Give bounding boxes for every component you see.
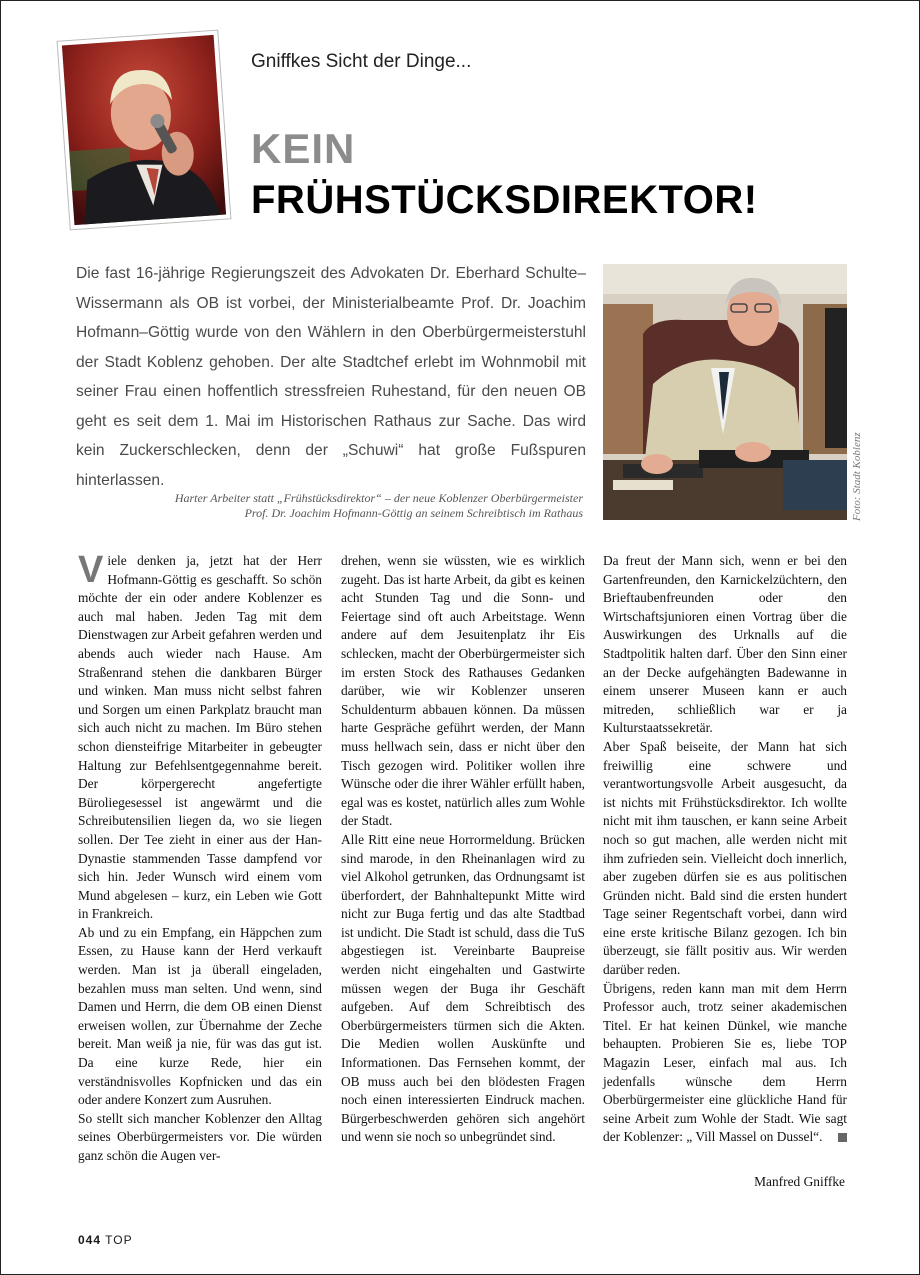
office-photo-illustration	[603, 264, 847, 520]
page-number: 044	[78, 1233, 102, 1247]
office-photo	[603, 264, 847, 520]
author-byline: Manfred Gniffke	[754, 1174, 845, 1189]
paragraph: Da freut der Mann sich, wenn er bei den Gartenfreunden, den Karnickelzüchtern, den Brieftaubenfreunden oder den Wirtschaftsjunioren einen Vortrag über die Auswirkungen des Urknalls auf die Stadtpolitik halten darf. Über den Sinn einer an der Decke aufgehängten Badewanne in einem unserer Museen kann er auch mitreden, schließlich war er ja Kulturstaatssekretär.	[603, 553, 847, 736]
paragraph: Ab und zu ein Empfang, ein Häppchen zum Essen, zu Hause kann der Herd verkauft werden. Man ist ja überall eingeladen, bezahlen muss man selten. Und wenn, sind Damen und Herrn, die dem OB einen Dienst erweisen wollen, zur Übernahme der Zeche bereit. Man weiß ja nie, für was das gut ist. Da eine kurze Rede, hier ein verständnisvolles Kopfnicken und das ein oder andere Konzert zum Ausruhen.	[78, 924, 322, 1108]
caption-line-2: Prof. Dr. Joachim Hofmann-Göttig an seinem Schreibtisch im Rathaus	[244, 506, 583, 520]
speaker-photo-illustration	[58, 31, 231, 230]
paragraph: drehen, wenn sie wüssten, wie es wirklich zugeht. Das ist harte Arbeit, da gibt es keinen acht Stunden Tag und die Sonn- und Feiertage sind oft auch Arbeitstage. Wenn andere auf dem Jesuitenplatz ihr Eis schlecken, macht der Oberbürgermeister sich im ersten Stock des Rathauses Gedanken darüber, wie wir Koblenzer unseren Schuldenturm abbauen können. Da müssen harte Gespräche geführt werden, der Mann muss hellwach sein, dass er nicht über den Tisch gezogen wird. Politiker wollen ihre Wünsche oder die ihrer Wähler erfüllt haben, egal was es kostet, natürlich alles zum Wohle der Stadt.	[341, 553, 585, 829]
caption-line-1: Harter Arbeiter statt „Frühstücksdirektor“ – der neue Koblenzer Oberbürgermeister	[174, 491, 583, 505]
paragraph	[603, 980, 847, 1147]
speaker-photo	[57, 30, 232, 231]
paragraph-text: iele denken ja, jetzt hat der Herr Hofmann-Göttig es geschafft. So schön möchte der ein oder andere Koblenzer es auch mal haben. Jeden Tag mit dem Dienstwagen zur Arbeit gefahren werden und abends auch wieder nach Hause. Am Straßenrand stehen die dankbaren Bürger und winken. Man muss nicht selbst fahren und Sorgen um einen Parkplatz braucht man sich auch nicht zu machen. Im Büro stehen schon diensteifrige Mitarbeiter in gebeugter Haltung zur Befehlsentgegennahme bereit. Der körpergerecht angefertigte Büroliegesessel ist angewärmt und die Schreibutensilien liegen da, wo sie liegen sollen. Der Tee zieht in einer aus der Han-Dynastie stammenden Tasse dampfend vor sich hin. Jeder Wunsch wird einem vom Mund abgelesen – kurz, ein Leben wie Gott in Frankreich.	[78, 553, 322, 922]
body-column-3	[603, 552, 847, 1147]
kicker: Gniffkes Sicht der Dinge...	[251, 51, 472, 72]
paragraph-text: Übrigens, reden kann man mit dem Herrn Professor auch, trotz seiner akademischen Titel. Er hat keinen Dünkel, wie manche behaupten. Probieren Sie es, liebe TOP Magazin Leser, einfach mal aus. Ich jedenfalls wünsche dem Herrn Oberbürgermeister eine glückliche Hand für seine Arbeit zum Wohle der Stadt. Wie sagt der Koblenzer: „ Vill Massel on Dussel“.	[603, 980, 847, 1145]
paragraph: Alle Ritt eine neue Horrormeldung. Brücken sind marode, in den Rheinanlagen wird zu viel Alkohol getrunken, das Ordnungsamt ist überfordert, der Bahnhaltepunkt Mitte wird nicht zur Buga fertig und das alte Stadtbad ist undicht. Die Stadt ist schuld, dass die TuS abgestiegen ist. Vereinbarte Baupreise werden nicht eingehalten und Gastwirte müssen wegen der Buga ihr Geschäft aufgeben. Auf dem Schreibtisch des Oberbürgermeisters türmen sich die Akten. Die Medien wollen Auskünfte und Informationen. Das Fernsehen kommt, der OB muss auch bei den blödesten Fragen noch einen interessierten Eindruck machen. Bürgerbeschwerden gehören sich angehört und wenn sie noch so unbegründet sind.	[341, 831, 585, 1145]
paragraph: So stellt sich mancher Koblenzer den Alltag seines Oberbürgermeisters vor. Die würden ganz schön die Augen ver-	[78, 1110, 322, 1163]
magazine-name: TOP	[105, 1233, 133, 1247]
headline-line-2: FRÜHSTÜCKSDIREKTOR!	[251, 178, 758, 222]
body-column-2	[341, 552, 585, 1147]
paragraph: Aber Spaß beiseite, der Mann hat sich freiwillig eine schwere und verantwortungsvolle Arbeit ausgesucht, da ist nichts mit Frühstücksdirektor. Ich wollte nicht mit ihm tauschen, er kann seine Arbeit noch so gut machen, alle werden nicht mit ihm zufrieden sein. Vielleicht doch innerlich, aber zugeben dürfen sie es aus politischen Gründen nicht. Bald sind die ersten hundert Tage seiner Regentschaft vorbei, dann wird eine erste kritische Bilanz gezogen. Ich bin überzeugt, sie fällt positiv aus. Wir werden darüber reden.	[603, 738, 847, 978]
folio	[78, 1233, 133, 1247]
paragraph	[78, 549, 322, 924]
body-column-1	[78, 549, 322, 1166]
photo-credit: Foto: Stadt Koblenz	[851, 432, 863, 521]
drop-cap: V	[78, 549, 104, 591]
intro-text: Die fast 16-jährige Regierungszeit des Advokaten Dr. Eberhard Schulte–Wissermann als OB ist vorbei, der Ministerialbeamte Prof. Dr. Joachim Hofmann–Göttig wurde von den Wählern in den Oberbürgermeisterstuhl der Stadt Koblenz gehoben. Der alte Stadtchef erlebt im Wohnmobil mit seiner Frau einen hoffentlich stressfreien Ruhestand, für den neuen OB geht es seit dem 1. Mai im Historischen Rathaus zur Sache. Das wird kein Zuckerschlecken, denn der „Schuwi“ hat große Fußspuren hinterlassen.	[76, 265, 586, 489]
headline-line-1: KEIN	[251, 125, 356, 172]
end-mark-icon	[838, 1133, 847, 1142]
photo-caption	[121, 491, 583, 521]
